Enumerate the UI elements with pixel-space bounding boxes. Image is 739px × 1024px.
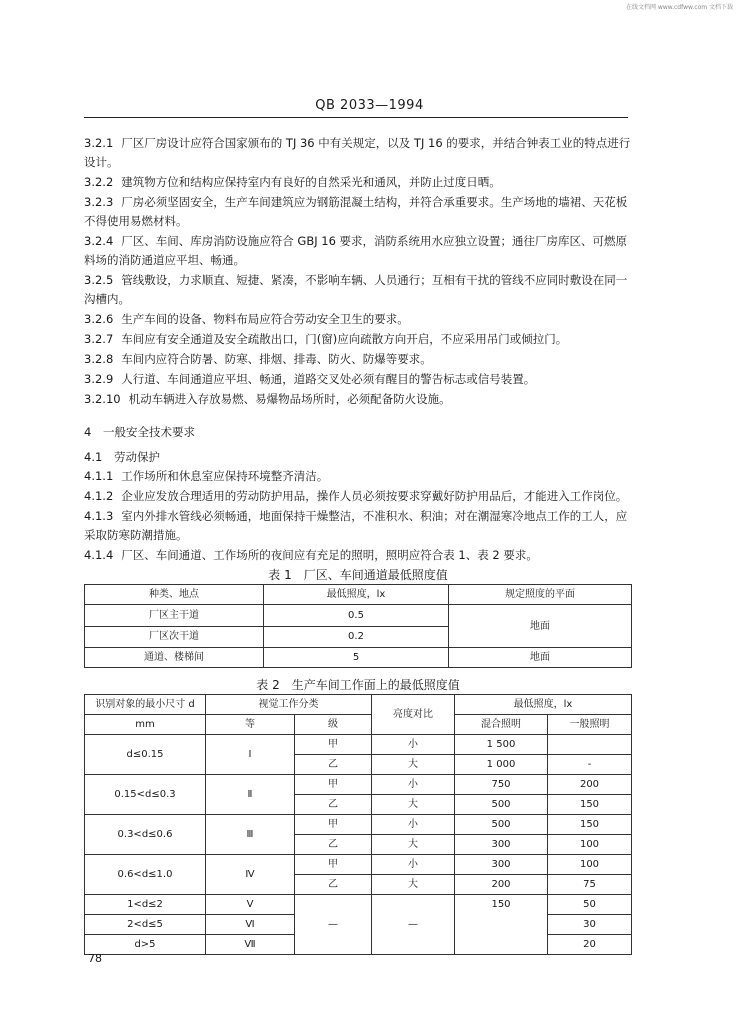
cell-mixed: 750	[455, 775, 548, 795]
clause-text: 室内外排水管线必须畅通，地面保持干燥整洁，不准积水、积油；对在潮湿寒冷地点工作的工人，应采取防寒防潮措施。	[84, 509, 628, 542]
watermark: 在线文档网 www.cdfww.com 文档下载	[626, 4, 733, 11]
clause-number: 3.2.4	[84, 234, 114, 248]
th-mixed: 混合照明	[455, 715, 548, 735]
cell-contrast: 小	[372, 735, 455, 755]
clause-text: 厂房必须坚固安全，生产车间建筑应为钢筋混凝土结构，并符合承重要求。生产场地的墙裙、天花板不得使用易燃材料。	[84, 195, 628, 228]
cell-general: 150	[548, 795, 632, 815]
clause	[84, 330, 632, 349]
clause-text: 厂区、车间、库房消防设施应符合 GBJ 16 要求，消防系统用水应独立设置；通往厂房库区、可燃原料场的消防通道应平坦、畅通。	[84, 234, 628, 267]
cell-grade: Ⅶ	[206, 935, 295, 955]
cell-place: 通道、楼梯间	[85, 648, 264, 668]
th-min-lux: 最低照度，lx	[455, 695, 632, 715]
cell-contrast: 大	[372, 835, 455, 855]
clause	[84, 310, 632, 329]
clause-number: 3.2.1	[84, 136, 114, 150]
table-header-row	[85, 715, 632, 735]
cell-mixed: 300	[455, 855, 548, 875]
th-level: 级	[295, 715, 372, 735]
cell-size: 0.6<d≤1.0	[85, 855, 206, 895]
cell-size: 0.15<d≤0.3	[85, 775, 206, 815]
clause	[84, 232, 632, 270]
cell-lux: 5	[264, 648, 449, 668]
cell-contrast: —	[372, 895, 455, 955]
cell-general: 50	[548, 895, 632, 915]
cell-grade: Ⅲ	[206, 815, 295, 855]
cell-mixed: 200	[455, 875, 548, 895]
cell-size: 0.3<d≤0.6	[85, 815, 206, 855]
cell-general: 100	[548, 835, 632, 855]
cell-level: —	[295, 895, 372, 955]
clause-text: 管线敷设，力求顺直、短捷、紧凑，不影响车辆、人员通行；互相有干扰的管线不应同时敷设在同一沟槽内。	[84, 273, 628, 306]
cell-contrast: 小	[372, 855, 455, 875]
cell-general: 200	[548, 775, 632, 795]
cell-level: 乙	[295, 755, 372, 775]
cell-level: 甲	[295, 735, 372, 755]
section-heading	[84, 423, 632, 442]
clause	[84, 487, 632, 506]
cell-level: 乙	[295, 835, 372, 855]
subsection-number: 4.1	[84, 450, 103, 464]
table-row	[85, 815, 632, 835]
clause-number: 3.2.8	[84, 352, 114, 366]
th-class: 视觉工作分类	[206, 695, 372, 715]
clause-text: 车间应有安全通道及安全疏散出口，门(窗)应向疏散方向开启，不应采用吊门或倾拉门。	[121, 332, 568, 346]
cell-lux: 0.5	[264, 605, 449, 627]
cell-mixed: 1 000	[455, 755, 548, 775]
subsection-title: 劳动保护	[113, 450, 160, 464]
document-body	[84, 134, 632, 955]
table-row	[85, 895, 632, 915]
clause	[84, 271, 632, 309]
cell-general: 20	[548, 935, 632, 955]
cell-general: 100	[548, 855, 632, 875]
clause-number: 3.2.5	[84, 273, 114, 287]
clause-number: 3.2.10	[84, 392, 121, 406]
clauses-3-2	[84, 134, 632, 409]
th-lux: 最低照度，lx	[264, 585, 449, 605]
cell-lux: 0.2	[264, 626, 449, 648]
cell-contrast: 大	[372, 795, 455, 815]
cell-general: 150	[548, 815, 632, 835]
cell-place: 厂区主干道	[85, 605, 264, 627]
th-contrast: 亮度对比	[372, 695, 455, 735]
cell-mixed: 500	[455, 815, 548, 835]
clause-text: 工作场所和休息室应保持环境整齐清洁。	[121, 469, 329, 483]
cell-grade: Ⅰ	[206, 735, 295, 775]
cell-general: 30	[548, 915, 632, 935]
clause-text: 建筑物方位和结构应保持室内有良好的自然采光和通风，并防止过度日晒。	[121, 175, 501, 189]
cell-grade: Ⅳ	[206, 855, 295, 895]
clause-text: 机动车辆进入存放易燃、易爆物品场所时，必须配备防火设施。	[128, 392, 451, 406]
th-place: 种类、地点	[85, 585, 264, 605]
clause-text: 厂区厂房设计应符合国家颁布的 TJ 36 中有关规定，以及 TJ 16 的要求，并结合钟表工业的特点进行设计。	[84, 136, 631, 169]
clause-number: 3.2.2	[84, 175, 114, 189]
table1-caption: 表 1 厂区、车间通道最低照度值	[268, 568, 448, 582]
th-size-unit: mm	[85, 715, 206, 735]
clause-number: 3.2.6	[84, 312, 114, 326]
cell-grade: Ⅴ	[206, 895, 295, 915]
clause	[84, 546, 632, 565]
cell-contrast: 大	[372, 875, 455, 895]
cell-grade: Ⅱ	[206, 775, 295, 815]
table1	[84, 584, 632, 668]
cell-size: 1<d≤2	[85, 895, 206, 915]
cell-mixed: 1 500	[455, 735, 548, 755]
cell-plane: 地面	[449, 605, 632, 648]
table-header-row	[85, 585, 632, 605]
clause-text: 人行道、车间通道应平坦、畅通，道路交叉处必须有醒目的警告标志或信号装置。	[121, 372, 536, 386]
clause-text: 生产车间的设备、物料布局应符合劳动安全卫生的要求。	[121, 312, 409, 326]
page-number: 78	[88, 952, 102, 965]
cell-mixed: 300	[455, 835, 548, 855]
th-size: 识别对象的最小尺寸 d	[85, 695, 206, 715]
clause-text: 厂区、车间通道、工作场所的夜间应有充足的照明，照明应符合表 1、表 2 要求。	[121, 548, 538, 562]
cell-contrast: 小	[372, 775, 455, 795]
clause-text: 车间内应符合防暑、防寒、排烟、排毒、防火、防爆等要求。	[121, 352, 432, 366]
th-general: 一般照明	[548, 715, 632, 735]
clauses-4-1	[84, 467, 632, 565]
clause	[84, 467, 632, 486]
clause	[84, 193, 632, 231]
clause-number: 3.2.3	[84, 195, 114, 209]
table-row	[85, 605, 632, 627]
header-rule	[84, 117, 628, 118]
cell-mixed: 500	[455, 795, 548, 815]
cell-size: d>5	[85, 935, 206, 955]
clause-number: 4.1.2	[84, 489, 114, 503]
cell-level: 甲	[295, 815, 372, 835]
clause-text: 企业应发放合理适用的劳动防护用品，操作人员必须按要求穿戴好防护用品后，才能进入工作岗位。	[121, 489, 628, 503]
cell-level: 甲	[295, 775, 372, 795]
cell-grade: Ⅵ	[206, 915, 295, 935]
clause	[84, 370, 632, 389]
standard-header: QB 2033—1994	[315, 98, 424, 113]
clause-number: 4.1.3	[84, 509, 114, 523]
th-plane: 规定照度的平面	[449, 585, 632, 605]
cell-contrast: 小	[372, 815, 455, 835]
table-row	[85, 775, 632, 795]
cell-level: 乙	[295, 875, 372, 895]
cell-size: 2<d≤5	[85, 915, 206, 935]
subsection-heading	[84, 448, 632, 467]
table2	[84, 694, 632, 955]
clause-number: 3.2.9	[84, 372, 114, 386]
cell-size: d≤0.15	[85, 735, 206, 775]
clause	[84, 350, 632, 369]
cell-level: 甲	[295, 855, 372, 875]
clause-number: 3.2.7	[84, 332, 114, 346]
th-grade: 等	[206, 715, 295, 735]
clause	[84, 134, 632, 172]
cell-place: 厂区次干道	[85, 626, 264, 648]
clause-number: 4.1.1	[84, 469, 114, 483]
cell-general: -	[548, 755, 632, 775]
clause	[84, 507, 632, 545]
cell-level: 乙	[295, 795, 372, 815]
clause	[84, 390, 632, 409]
cell-general: 75	[548, 875, 632, 895]
clause-number: 4.1.4	[84, 548, 114, 562]
table2-caption: 表 2 生产车间工作面上的最低照度值	[256, 678, 460, 692]
section-title: 一般安全技术要求	[102, 425, 195, 439]
section-number: 4	[84, 425, 92, 439]
table-row	[85, 855, 632, 875]
cell-mixed: 150	[455, 895, 548, 955]
cell-plane: 地面	[449, 648, 632, 668]
table-row	[85, 735, 632, 755]
cell-contrast: 大	[372, 755, 455, 775]
clause	[84, 173, 632, 192]
table-header-row	[85, 695, 632, 715]
table-row	[85, 648, 632, 668]
cell-general	[548, 735, 632, 755]
